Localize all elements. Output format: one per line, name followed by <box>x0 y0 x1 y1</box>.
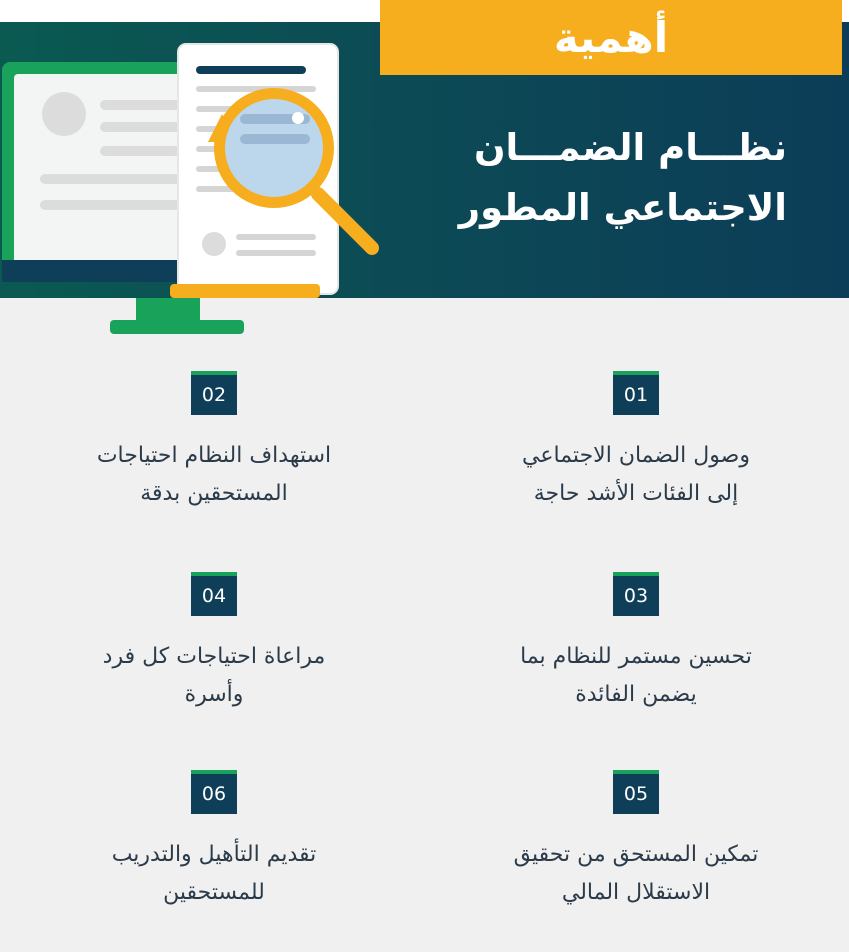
importance-badge <box>380 0 842 75</box>
item-number: 04 <box>191 572 237 616</box>
item-number: 06 <box>191 770 237 814</box>
monitor-stand <box>0 298 400 343</box>
list-item-05 <box>456 770 816 912</box>
item-text-line: إلى الفئات الأشد حاجة <box>533 481 739 506</box>
item-text-line: تمكين المستحق من تحقيق <box>513 842 759 867</box>
item-number: 03 <box>613 572 659 616</box>
item-text-line: مراعاة احتياجات كل فرد <box>102 644 326 669</box>
item-text-line: يضمن الفائدة <box>575 682 697 707</box>
title-line-2: الاجتماعي المطور <box>458 186 787 229</box>
badge-label: أهمية <box>553 13 669 62</box>
item-text-line: وصول الضمان الاجتماعي <box>522 443 750 468</box>
placeholder-line <box>100 146 180 156</box>
page-title <box>459 118 787 238</box>
item-text <box>34 437 394 513</box>
list-item-06 <box>34 770 394 912</box>
avatar-placeholder <box>42 92 86 136</box>
header-banner <box>0 0 849 298</box>
item-number: 05 <box>613 770 659 814</box>
item-number: 01 <box>613 371 659 415</box>
list-item-01 <box>456 371 816 513</box>
item-text-line: للمستحقين <box>163 880 265 905</box>
item-text-line: المستحقين بدقة <box>140 481 288 506</box>
computer-monitor-icon <box>0 22 400 298</box>
placeholder-line <box>40 174 180 184</box>
item-text <box>456 836 816 912</box>
item-text-line: وأسرة <box>184 682 244 707</box>
item-text-line: تحسين مستمر للنظام بما <box>520 644 752 669</box>
item-number: 02 <box>191 371 237 415</box>
list-item-02 <box>34 371 394 513</box>
list-item-04 <box>34 572 394 714</box>
item-text <box>34 836 394 912</box>
item-text <box>456 638 816 714</box>
list-item-03 <box>456 572 816 714</box>
item-text-line: تقديم التأهيل والتدريب <box>111 842 317 867</box>
item-text <box>34 638 394 714</box>
item-text <box>456 437 816 513</box>
title-line-1: نظـــام الضمـــان <box>473 126 787 169</box>
item-text-line: الاستقلال المالي <box>561 880 711 905</box>
item-text-line: استهداف النظام احتياجات <box>96 443 332 468</box>
placeholder-line <box>40 200 180 210</box>
